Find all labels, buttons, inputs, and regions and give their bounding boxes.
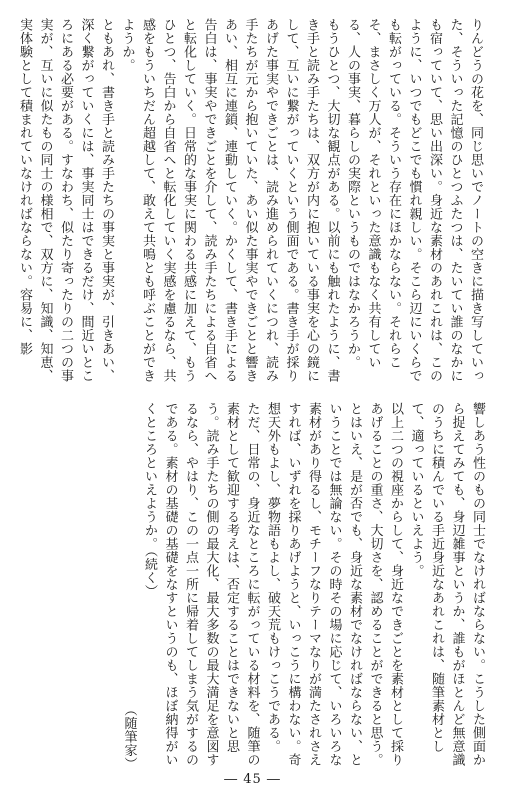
paragraph: ただ、日常の、身近なところに転がっている材料を、随筆の素材として歓迎する考えは、否定することはできないと思う。読み手たちの側の最大化、最大多数の最大満足を意図するなら、やはり、この一点一所に帰着してしまう気がするのである。素材の基礎の基礎をなすというのも、ほぼ納得がいくところといえようか。（続く） — [142, 402, 260, 767]
page-number: ― 45 ― — [224, 772, 281, 787]
author-signature: （随筆家） — [121, 702, 137, 770]
lower-text-block — [25, 402, 487, 770]
paragraph: 響しあう性のもの同士でなければならない。こうした側面から捉えてみても、身辺雑事というか、誰もがほとんど無意識のうちに積んでいる手近身近なあれこれは、随筆素材として、適っているといえよう。 — [408, 402, 485, 767]
paragraph: りんどうの花を、同じ思いでノートの空きに描き写していった、そういった記憶のひとつふたつは、たいてい誰のなかにも宿っていて、思い出深い。身近な素材のあれこれは、このように、いつでもどこでも慣れ親しい。そこら辺にいくらでも転がっている。そういう存在にほかならない。それらこそ、まさしく万人が、それといった意識もなく共有している、人の事実、暮らしの実際というものではなかろうか。 — [345, 18, 483, 383]
paragraph: もうひとつ、大切な観点がある。以前にも触れたように、書き手と読み手たちは、双方が内に抱いている事実を心の鏡にして、互いに繋がっていくという側面である。書き手が採りあげた事実やできごとは、読み進められていくにつれ、読み手たちが元から抱いていた、あい似た事実やできごとと響きあい、相互に連鎖、連動していく。かくして、書き手による告白は、事実やできごとを介して、読み手たちによる自省へと転化していく。日常的な事実に関わる共感に加えて、もうひとつ、告白から自省へと転化していく実感を慮るなら、共感をもういちだん超越して、敢えて共鳴とも呼ぶことができようか。 — [119, 18, 340, 383]
paragraph: ともあれ、書き手と読み手たちの事実と事実が、引きあい、深く繋がっていくには、事実同士はできるだけ、間近いところにある必要がある。すなわち、似たり寄ったりの二つの事実が、互いに似たもの同士の様相で、双方に、知識、知恵、実体験として積まれていなければならない。容易に、影 — [17, 18, 114, 383]
paragraph: 以上二つの視座からして、身近なできごとを素材として採りあげることの重さ、大切さを、認めることができると思う。とはいえ、是が否でも、身近な素材でなければならない、ということでは無論ない。その時その場に応じて、いろいろな素材があり得るし、モチーフなりテーマなりが満たされさえすれば、いずれを採りあげようと、いっこうに構わない。奇想天外もよし、夢物語もよし、破天荒もけっこうである。 — [265, 402, 403, 767]
upper-text-block — [15, 18, 485, 386]
